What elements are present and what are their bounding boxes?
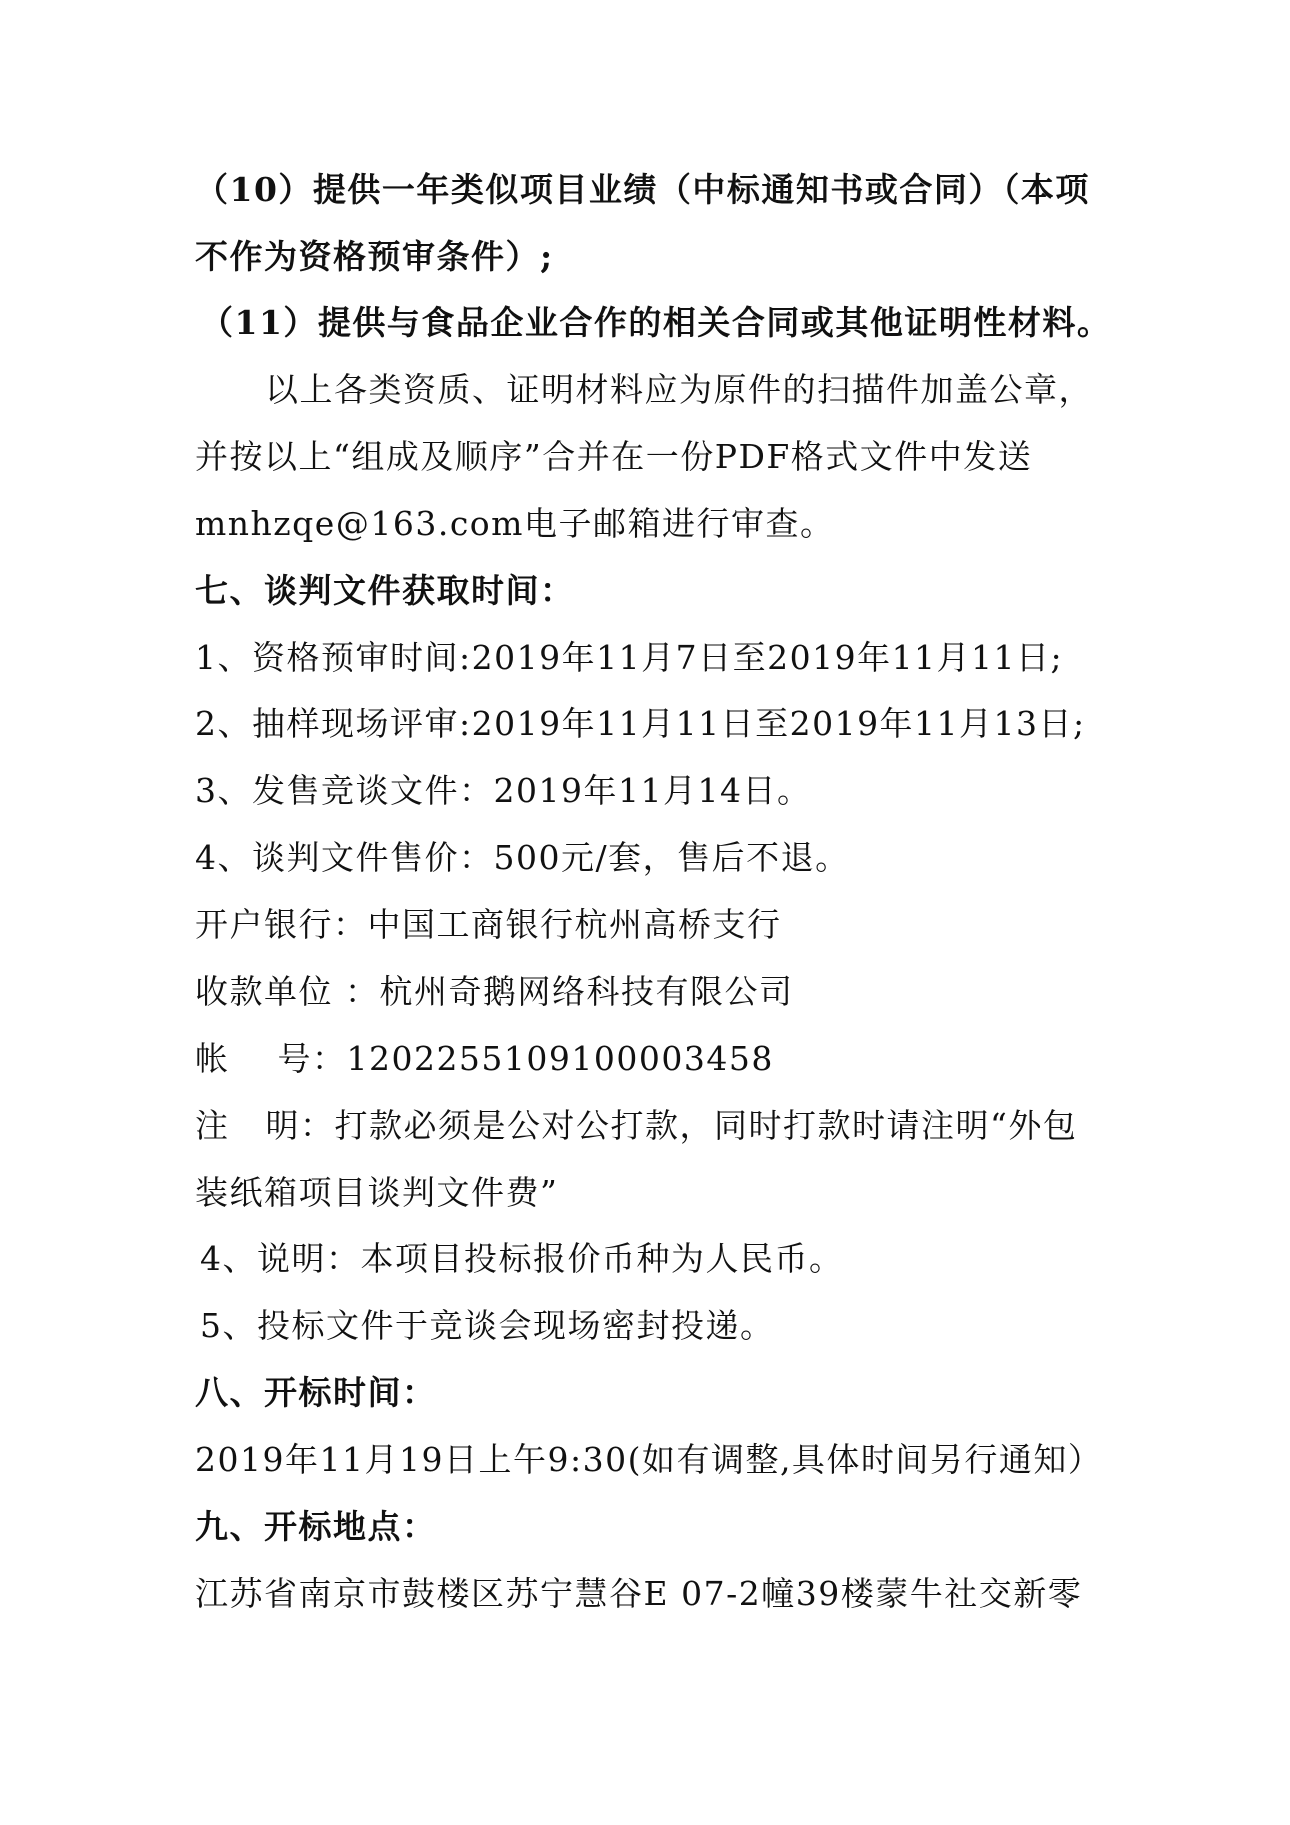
text-line-prequal-time: 1、资格预审时间:2019年11月7日至2019年11月11日; (195, 638, 1064, 677)
text-line-remark-cont: 装纸箱项目谈判文件费” (195, 1173, 559, 1212)
text-line-item-10: （10）提供一年类似项目业绩（中标通知书或合同）（本项 (195, 170, 1090, 209)
text-line-address: 江苏省南京市鼓楼区苏宁慧谷E 07-2幢39楼蒙牛社交新零 (195, 1574, 1083, 1613)
text-line-item-10-cont: 不作为资格预审条件）; (195, 237, 554, 276)
text-line-bank: 开户银行：中国工商银行杭州高桥支行 (195, 905, 782, 944)
text-line-account: 帐 号：1202255109100003458 (195, 1039, 774, 1078)
text-line-email: mnhzqe@163.com电子邮箱进行审查。 (195, 504, 835, 543)
text-line-payee: 收款单位 ：杭州奇鹅网络科技有限公司 (195, 972, 794, 1011)
text-line-sale-date: 3、发售竞谈文件：2019年11月14日。 (195, 771, 812, 810)
text-line-item-11: （11）提供与食品企业合作的相关合同或其他证明性材料。 (200, 303, 1112, 342)
section-heading-9: 九、开标地点： (195, 1507, 437, 1546)
text-line-remark: 注 明：打款必须是公对公打款，同时打款时请注明“外包 (195, 1106, 1078, 1145)
text-line-sampling-time: 2、抽样现场评审:2019年11月11日至2019年11月13日; (195, 704, 1086, 743)
text-line-note-cont: 并按以上“组成及顺序”合并在一份PDF格式文件中发送 (195, 437, 1033, 476)
text-line-currency: 4、说明：本项目投标报价币种为人民币。 (200, 1239, 844, 1278)
text-line-price: 4、谈判文件售价：500元/套，售后不退。 (195, 838, 850, 877)
section-heading-8: 八、开标时间： (195, 1373, 437, 1412)
text-line-opening-time: 2019年11月19日上午9:30(如有调整,具体时间另行通知） (195, 1440, 1103, 1479)
section-heading-7: 七、谈判文件获取时间： (195, 571, 575, 610)
text-line-note: 以上各类资质、证明材料应为原件的扫描件加盖公章， (265, 370, 1093, 409)
text-line-submission: 5、投标文件于竞谈会现场密封投递。 (200, 1306, 775, 1345)
